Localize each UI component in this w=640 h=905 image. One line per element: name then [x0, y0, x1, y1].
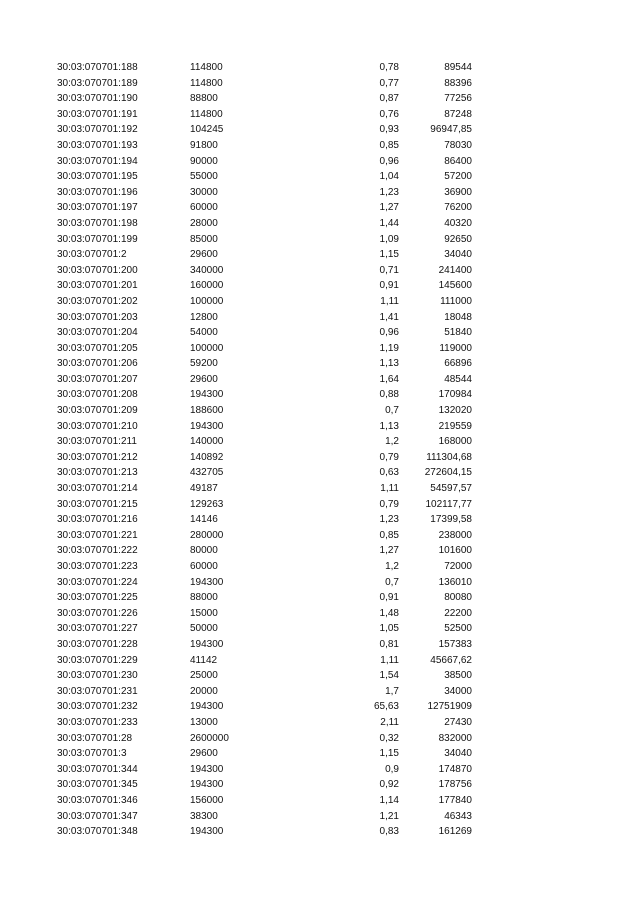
cadastral-number-cell: 30:03:070701:347: [57, 810, 138, 822]
cadastral-number-cell: 30:03:070701:229: [57, 654, 138, 666]
amount-cell: 60000: [190, 561, 218, 572]
cadastral-number-cell: 30:03:070701:231: [57, 685, 138, 697]
value-cell: 80080: [444, 592, 472, 604]
value-cell: 34040: [444, 748, 472, 760]
value-cell: 17399,58: [430, 514, 472, 526]
amount-cell: 194300: [190, 826, 224, 838]
cadastral-number-cell: 30:03:070701:2: [57, 249, 127, 261]
coefficient-cell: 0,79: [379, 451, 399, 463]
amount-cell: 88800: [190, 93, 218, 105]
table-row: [0, 793, 640, 809]
coefficient-cell: 1,27: [379, 202, 399, 214]
table-row: [0, 232, 640, 248]
amount-cell: 55000: [190, 171, 218, 183]
cadastral-number-cell: 30:03:070701:28: [57, 732, 133, 744]
table-row: [0, 465, 640, 481]
table-row: [0, 263, 640, 279]
cadastral-number-cell: 30:03:070701:202: [57, 295, 138, 307]
coefficient-cell: 1,7: [385, 685, 399, 697]
cadastral-number-cell: 30:03:070701:230: [57, 670, 138, 682]
coefficient-cell: 1,23: [379, 514, 399, 526]
cadastral-number-cell: 30:03:070701:199: [57, 233, 138, 245]
amount-cell: 41142: [190, 654, 218, 666]
value-cell: 45667,62: [430, 654, 472, 666]
cadastral-number-cell: 30:03:070701:196: [57, 186, 138, 198]
coefficient-cell: 1,48: [379, 607, 399, 619]
coefficient-cell: 1,11: [380, 654, 399, 666]
amount-cell: 100000: [190, 342, 224, 354]
table-row: [0, 762, 640, 778]
amount-cell: 91800: [190, 139, 218, 151]
amount-cell: 129263: [190, 498, 224, 510]
amount-cell: 340000: [190, 264, 224, 276]
coefficient-cell: 1,05: [379, 623, 399, 635]
table-row: [0, 497, 640, 513]
table-row: [0, 107, 640, 123]
coefficient-cell: 1,19: [379, 342, 399, 354]
value-cell: 34000: [444, 685, 472, 697]
value-cell: 12751909: [427, 701, 472, 713]
table-row: [0, 356, 640, 372]
value-cell: 48544: [444, 373, 472, 385]
value-cell: 72000: [444, 561, 472, 572]
coefficient-cell: 0,91: [379, 592, 399, 604]
cadastral-number-cell: 30:03:070701:192: [57, 124, 138, 136]
amount-cell: 194300: [190, 420, 224, 432]
coefficient-cell: 1,04: [379, 171, 399, 183]
coefficient-cell: 1,15: [379, 748, 399, 760]
coefficient-cell: 1,23: [379, 186, 399, 198]
value-cell: 119000: [439, 342, 472, 354]
amount-cell: 156000: [190, 794, 224, 806]
value-cell: 132020: [438, 405, 472, 417]
amount-cell: 50000: [190, 623, 218, 635]
table-row: [0, 699, 640, 715]
value-cell: 38500: [444, 670, 472, 682]
cadastral-number-cell: 30:03:070701:224: [57, 576, 138, 588]
value-cell: 78030: [444, 139, 472, 151]
value-cell: 157383: [438, 638, 472, 650]
value-cell: 136010: [438, 576, 472, 588]
cadastral-number-cell: 30:03:070701:227: [57, 623, 138, 635]
table-row: [0, 122, 640, 138]
table-row: [0, 138, 640, 154]
table-row: [0, 684, 640, 700]
value-cell: 57200: [444, 171, 472, 183]
coefficient-cell: 65,63: [373, 701, 399, 713]
cadastral-number-cell: 30:03:070701:214: [57, 483, 138, 495]
amount-cell: 20000: [190, 685, 218, 697]
amount-cell: 140000: [190, 436, 224, 448]
cadastral-number-cell: 30:03:070701:203: [57, 311, 138, 323]
amount-cell: 194300: [190, 638, 224, 650]
cadastral-number-cell: 30:03:070701:211: [57, 436, 137, 448]
coefficient-cell: 1,09: [379, 233, 399, 245]
cadastral-number-cell: 30:03:070701:232: [57, 701, 138, 713]
coefficient-cell: 1,27: [379, 545, 399, 557]
amount-cell: 54000: [190, 327, 218, 339]
cadastral-number-cell: 30:03:070701:348: [57, 826, 138, 838]
data-table: [0, 60, 640, 840]
cadastral-number-cell: 30:03:070701:213: [57, 467, 138, 479]
amount-cell: 90000: [190, 155, 218, 167]
value-cell: 88396: [444, 77, 472, 89]
table-row: [0, 387, 640, 403]
coefficient-cell: 1,2: [385, 436, 399, 448]
cadastral-number-cell: 30:03:070701:209: [57, 405, 138, 417]
value-cell: 51840: [444, 327, 472, 339]
amount-cell: 14146: [190, 514, 218, 526]
amount-cell: 188600: [190, 405, 224, 417]
cadastral-number-cell: 30:03:070701:194: [57, 155, 138, 167]
table-row: [0, 512, 640, 528]
amount-cell: 280000: [190, 529, 224, 541]
cadastral-number-cell: 30:03:070701:345: [57, 779, 138, 791]
value-cell: 111304,68: [426, 451, 472, 463]
table-row: [0, 481, 640, 497]
cadastral-number-cell: 30:03:070701:206: [57, 358, 138, 370]
value-cell: 96947,85: [430, 124, 472, 136]
amount-cell: 432705: [190, 467, 224, 479]
cadastral-number-cell: 30:03:070701:233: [57, 716, 138, 728]
amount-cell: 29600: [190, 249, 218, 261]
coefficient-cell: 0,87: [379, 93, 399, 105]
cadastral-number-cell: 30:03:070701:221: [57, 529, 138, 541]
value-cell: 89544: [444, 62, 472, 73]
cadastral-number-cell: 30:03:070701:201: [57, 280, 138, 292]
cadastral-number-cell: 30:03:070701:208: [57, 389, 138, 401]
coefficient-cell: 1,13: [379, 358, 399, 370]
coefficient-cell: 0,96: [379, 155, 399, 167]
amount-cell: 29600: [190, 748, 218, 760]
table-row: [0, 372, 640, 388]
cadastral-number-cell: 30:03:070701:222: [57, 545, 138, 557]
amount-cell: 88000: [190, 592, 218, 604]
amount-cell: 13000: [190, 716, 218, 728]
table-row: [0, 419, 640, 435]
coefficient-cell: 1,54: [379, 670, 399, 682]
cadastral-number-cell: 30:03:070701:212: [57, 451, 138, 463]
cadastral-number-cell: 30:03:070701:204: [57, 327, 138, 339]
value-cell: 40320: [444, 217, 472, 229]
value-cell: 102117,77: [425, 498, 472, 510]
cadastral-number-cell: 30:03:070701:200: [57, 264, 138, 276]
amount-cell: 104245: [190, 124, 224, 136]
coefficient-cell: 0,81: [379, 638, 399, 650]
table-row: [0, 76, 640, 92]
table-row: [0, 606, 640, 622]
amount-cell: 114800: [190, 108, 223, 120]
cadastral-number-cell: 30:03:070701:228: [57, 638, 138, 650]
cadastral-number-cell: 30:03:070701:190: [57, 93, 138, 105]
value-cell: 111000: [440, 295, 472, 307]
cadastral-number-cell: 30:03:070701:197: [57, 202, 138, 214]
amount-cell: 160000: [190, 280, 224, 292]
value-cell: 36900: [444, 186, 472, 198]
table-row: [0, 621, 640, 637]
value-cell: 101600: [438, 545, 472, 557]
value-cell: 77256: [444, 93, 472, 105]
value-cell: 86400: [444, 155, 472, 167]
coefficient-cell: 0,83: [379, 826, 399, 838]
table-row: [0, 278, 640, 294]
amount-cell: 30000: [190, 186, 218, 198]
value-cell: 161269: [438, 826, 472, 838]
amount-cell: 194300: [190, 389, 224, 401]
amount-cell: 29600: [190, 373, 218, 385]
table-row: [0, 543, 640, 559]
value-cell: 54597,57: [430, 483, 472, 495]
value-cell: 87248: [444, 108, 472, 120]
coefficient-cell: 0,85: [379, 139, 399, 151]
amount-cell: 38300: [190, 810, 218, 822]
value-cell: 219559: [438, 420, 472, 432]
amount-cell: 85000: [190, 233, 218, 245]
table-row: [0, 559, 640, 575]
table-row: [0, 434, 640, 450]
amount-cell: 100000: [190, 295, 224, 307]
coefficient-cell: 0,92: [379, 779, 399, 791]
amount-cell: 114800: [190, 62, 223, 73]
coefficient-cell: 1,11: [380, 295, 399, 307]
value-cell: 18048: [444, 311, 472, 323]
table-row: [0, 746, 640, 762]
value-cell: 832000: [438, 732, 472, 744]
amount-cell: 194300: [190, 779, 224, 791]
amount-cell: 59200: [190, 358, 218, 370]
coefficient-cell: 0,85: [379, 529, 399, 541]
coefficient-cell: 1,2: [385, 561, 399, 572]
value-cell: 238000: [438, 529, 472, 541]
amount-cell: 28000: [190, 217, 218, 229]
value-cell: 241400: [438, 264, 472, 276]
coefficient-cell: 1,14: [379, 794, 399, 806]
coefficient-cell: 1,44: [379, 217, 399, 229]
coefficient-cell: 0,71: [379, 264, 399, 276]
table-row: [0, 403, 640, 419]
table-row: [0, 668, 640, 684]
amount-cell: 12800: [190, 311, 218, 323]
amount-cell: 25000: [190, 670, 218, 682]
cadastral-number-cell: 30:03:070701:205: [57, 342, 138, 354]
coefficient-cell: 0,76: [379, 108, 399, 120]
coefficient-cell: 0,96: [379, 327, 399, 339]
coefficient-cell: 0,32: [379, 732, 399, 744]
table-row: [0, 809, 640, 825]
amount-cell: 60000: [190, 202, 218, 214]
table-row: [0, 450, 640, 466]
value-cell: 174870: [438, 763, 472, 775]
table-row: [0, 91, 640, 107]
coefficient-cell: 0,79: [379, 498, 399, 510]
coefficient-cell: 1,64: [379, 373, 399, 385]
cadastral-number-cell: 30:03:070701:207: [57, 373, 138, 385]
coefficient-cell: 2,11: [380, 716, 399, 728]
amount-cell: 194300: [190, 576, 224, 588]
coefficient-cell: 1,21: [379, 810, 399, 822]
coefficient-cell: 1,41: [379, 311, 399, 323]
coefficient-cell: 1,13: [379, 420, 399, 432]
cadastral-number-cell: 30:03:070701:346: [57, 794, 138, 806]
table-row: [0, 777, 640, 793]
coefficient-cell: 0,63: [379, 467, 399, 479]
cadastral-number-cell: 30:03:070701:215: [57, 498, 138, 510]
amount-cell: 114800: [190, 77, 223, 89]
cadastral-number-cell: 30:03:070701:188: [57, 62, 138, 73]
table-row: [0, 653, 640, 669]
coefficient-cell: 1,15: [379, 249, 399, 261]
cadastral-number-cell: 30:03:070701:3: [57, 748, 127, 760]
table-row: [0, 824, 640, 840]
amount-cell: 2600000: [190, 732, 229, 744]
cadastral-number-cell: 30:03:070701:189: [57, 77, 138, 89]
cadastral-number-cell: 30:03:070701:198: [57, 217, 138, 229]
coefficient-cell: 0,9: [385, 763, 399, 775]
coefficient-cell: 0,7: [385, 405, 399, 417]
value-cell: 145600: [438, 280, 472, 292]
cadastral-number-cell: 30:03:070701:193: [57, 139, 138, 151]
cadastral-number-cell: 30:03:070701:226: [57, 607, 138, 619]
table-row: [0, 310, 640, 326]
value-cell: 27430: [444, 716, 472, 728]
table-row: [0, 247, 640, 263]
cadastral-number-cell: 30:03:070701:191: [57, 108, 138, 120]
coefficient-cell: 0,91: [379, 280, 399, 292]
cadastral-number-cell: 30:03:070701:210: [57, 420, 138, 432]
value-cell: 177840: [438, 794, 472, 806]
amount-cell: 194300: [190, 763, 224, 775]
value-cell: 66896: [444, 358, 472, 370]
amount-cell: 194300: [190, 701, 224, 713]
table-row: [0, 637, 640, 653]
value-cell: 272604,15: [424, 467, 472, 479]
table-row: [0, 200, 640, 216]
coefficient-cell: 0,77: [379, 77, 399, 89]
value-cell: 22200: [444, 607, 472, 619]
table-row: [0, 590, 640, 606]
table-row: [0, 169, 640, 185]
table-row: [0, 341, 640, 357]
value-cell: 46343: [444, 810, 472, 822]
table-row: [0, 715, 640, 731]
coefficient-cell: 0,78: [379, 62, 399, 73]
table-row: [0, 528, 640, 544]
table-row: [0, 216, 640, 232]
table-row: [0, 60, 640, 76]
table-row: [0, 325, 640, 341]
cadastral-number-cell: 30:03:070701:216: [57, 514, 138, 526]
table-row: [0, 185, 640, 201]
amount-cell: 80000: [190, 545, 218, 557]
coefficient-cell: 0,88: [379, 389, 399, 401]
coefficient-cell: 0,7: [385, 576, 399, 588]
cadastral-number-cell: 30:03:070701:223: [57, 561, 138, 572]
cadastral-number-cell: 30:03:070701:225: [57, 592, 138, 604]
value-cell: 168000: [438, 436, 472, 448]
table-row: [0, 575, 640, 591]
cadastral-number-cell: 30:03:070701:344: [57, 763, 138, 775]
table-row: [0, 154, 640, 170]
table-row: [0, 731, 640, 747]
table-row: [0, 294, 640, 310]
value-cell: 34040: [444, 249, 472, 261]
value-cell: 178756: [438, 779, 472, 791]
cadastral-number-cell: 30:03:070701:195: [57, 171, 138, 183]
value-cell: 52500: [444, 623, 472, 635]
value-cell: 170984: [438, 389, 472, 401]
value-cell: 76200: [444, 202, 472, 214]
amount-cell: 49187: [190, 483, 218, 495]
coefficient-cell: 1,11: [380, 483, 399, 495]
coefficient-cell: 0,93: [379, 124, 399, 136]
value-cell: 92650: [444, 233, 472, 245]
amount-cell: 140892: [190, 451, 224, 463]
amount-cell: 15000: [190, 607, 218, 619]
